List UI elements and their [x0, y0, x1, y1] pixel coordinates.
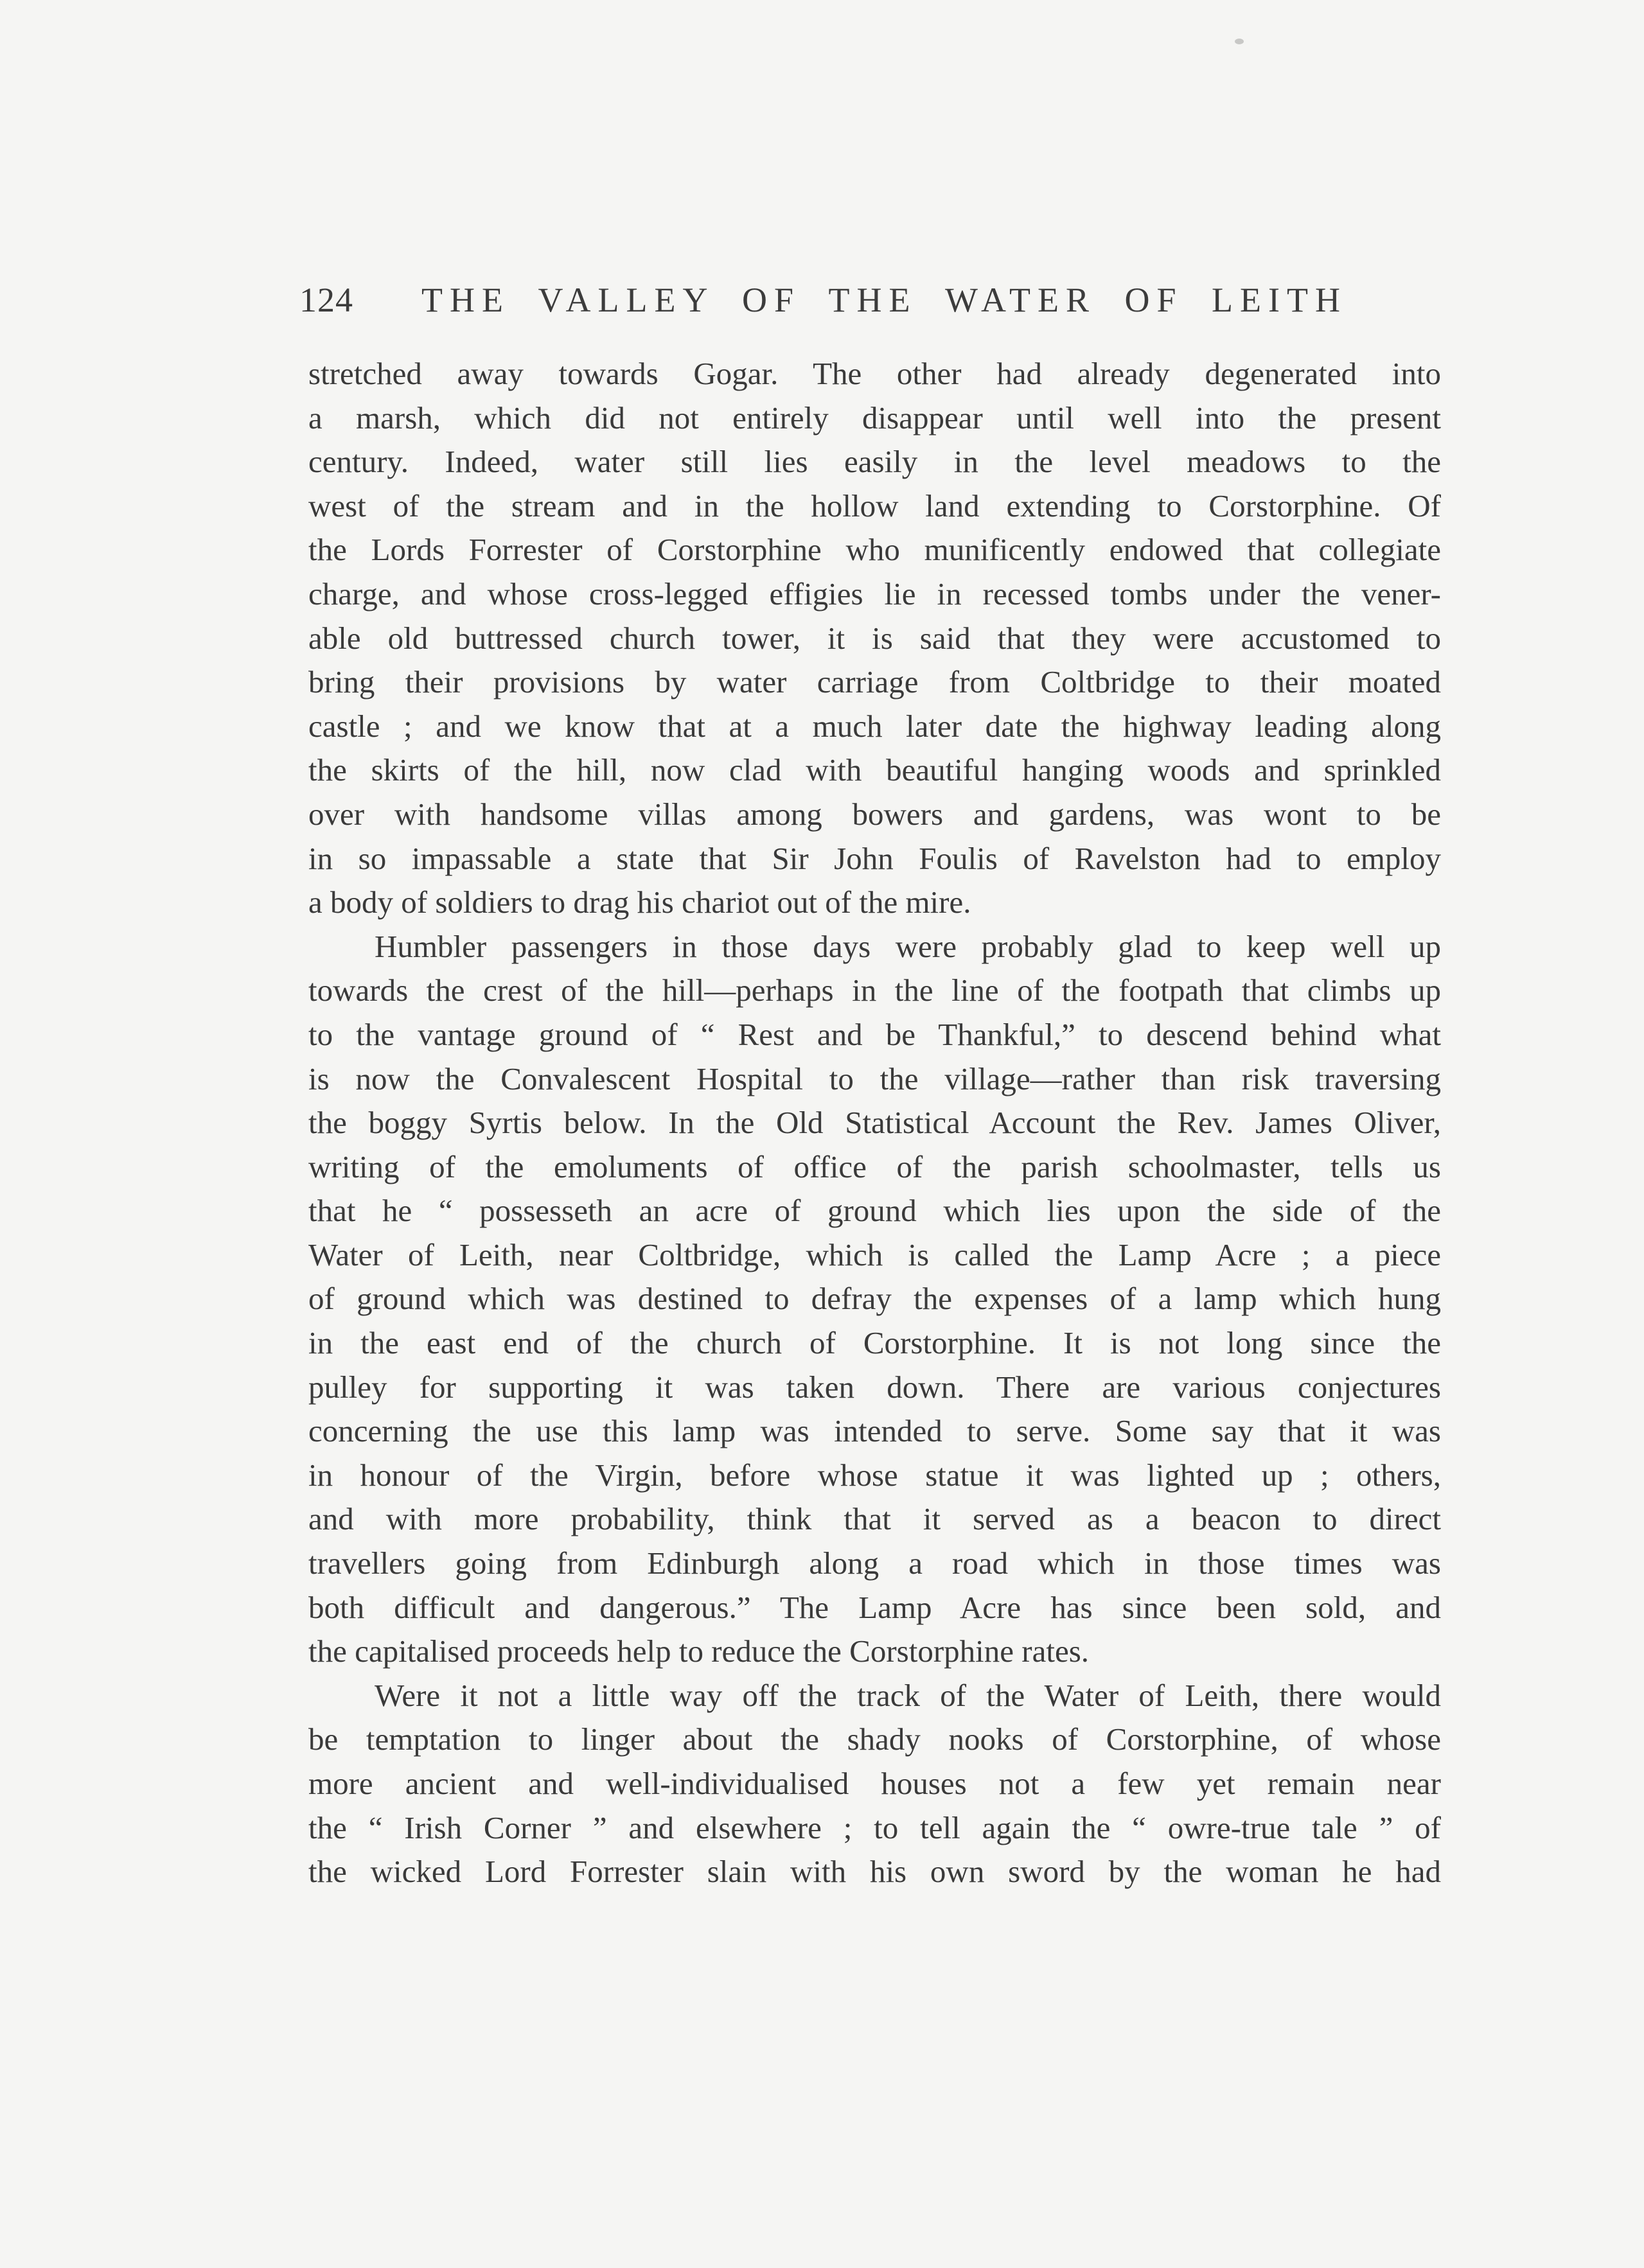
- paragraph-start-line: Humbler passengers in those days were probably glad to keep well up: [375, 928, 1441, 964]
- text-line: west of the stream and in the hollow land extending to Corstorphine. Of: [308, 488, 1441, 523]
- body-text: [308, 352, 1441, 1894]
- text-line: Water of Leith, near Coltbridge, which is called the Lamp Acre ; a piece: [308, 1236, 1441, 1272]
- text-line: charge, and whose cross-legged effigies lie in recessed tombs under the vener-: [308, 576, 1441, 611]
- text-line: the boggy Syrtis below. In the Old Statistical Account the Rev. James Oliver,: [308, 1105, 1441, 1141]
- text-line: stretched away towards Gogar. The other had already degenerated into: [308, 356, 1441, 391]
- text-line: the wicked Lord Forrester slain with his own sword by the woman he had: [308, 1854, 1441, 1890]
- text-line: able old buttressed church tower, it is said that they were accustomed to: [308, 620, 1441, 656]
- text-line: in honour of the Virgin, before whose statue it was lighted up ; others,: [308, 1457, 1441, 1493]
- paragraph-start-line: Were it not a little way off the track of the Water of Leith, there would: [375, 1677, 1441, 1713]
- text-line: over with handsome villas among bowers and gardens, was wont to be: [308, 796, 1441, 832]
- text-line: writing of the emoluments of office of the parish schoolmaster, tells us: [308, 1148, 1441, 1184]
- text-line: is now the Convalescent Hospital to the village—rather than risk traversing: [308, 1060, 1441, 1096]
- page-number: 124: [299, 281, 353, 319]
- paragraph-end-line: the capitalised proceeds help to reduce the Corstorphine rates.: [308, 1633, 1090, 1669]
- text-line: the skirts of the hill, now clad with beautiful hanging woods and sprinkled: [308, 752, 1441, 788]
- paragraph-end-line: a body of soldiers to drag his chariot out of the mire.: [308, 884, 971, 920]
- text-line: more ancient and well-individualised houses not a few yet remain near: [308, 1766, 1441, 1801]
- text-line: the Lords Forrester of Corstorphine who munificently endowed that collegiate: [308, 532, 1441, 568]
- text-line: be temptation to linger about the shady nooks of Corstorphine, of whose: [308, 1721, 1441, 1757]
- text-line: travellers going from Edinburgh along a road which in those times was: [308, 1545, 1441, 1581]
- text-line: a marsh, which did not entirely disappear until well into the present: [308, 400, 1441, 435]
- text-line: of ground which was destined to defray the expenses of a lamp which hung: [308, 1281, 1441, 1317]
- text-line: in so impassable a state that Sir John Foulis of Ravelston had to employ: [308, 840, 1441, 876]
- text-line: pulley for supporting it was taken down. There are various conjectures: [308, 1369, 1441, 1405]
- text-line: and with more probability, think that it served as a beacon to direct: [308, 1501, 1441, 1537]
- running-head: [299, 277, 1347, 322]
- text-line: the “ Irish Corner ” and elsewhere ; to tell again the “ owre-true tale ” of: [308, 1809, 1441, 1845]
- text-line: in the east end of the church of Corstorphine. It is not long since the: [308, 1325, 1441, 1361]
- text-line: concerning the use this lamp was intended to serve. Some say that it was: [308, 1413, 1441, 1449]
- running-title: THE VALLEY OF THE WATER OF LEITH: [421, 281, 1347, 319]
- text-line: castle ; and we know that at a much later date the highway leading along: [308, 708, 1441, 744]
- text-line: both difficult and dangerous.” The Lamp Acre has since been sold, and: [308, 1589, 1441, 1625]
- text-line: towards the crest of the hill—perhaps in the line of the footpath that climbs up: [308, 972, 1441, 1008]
- text-line: to the vantage ground of “ Rest and be Thankful,” to descend behind what: [308, 1016, 1441, 1052]
- paper-speck: [1235, 39, 1244, 44]
- text-line: that he “ possesseth an acre of ground which lies upon the side of the: [308, 1193, 1441, 1229]
- text-line: century. Indeed, water still lies easily in the level meadows to the: [308, 444, 1441, 480]
- text-line: bring their provisions by water carriage from Coltbridge to their moated: [308, 664, 1441, 700]
